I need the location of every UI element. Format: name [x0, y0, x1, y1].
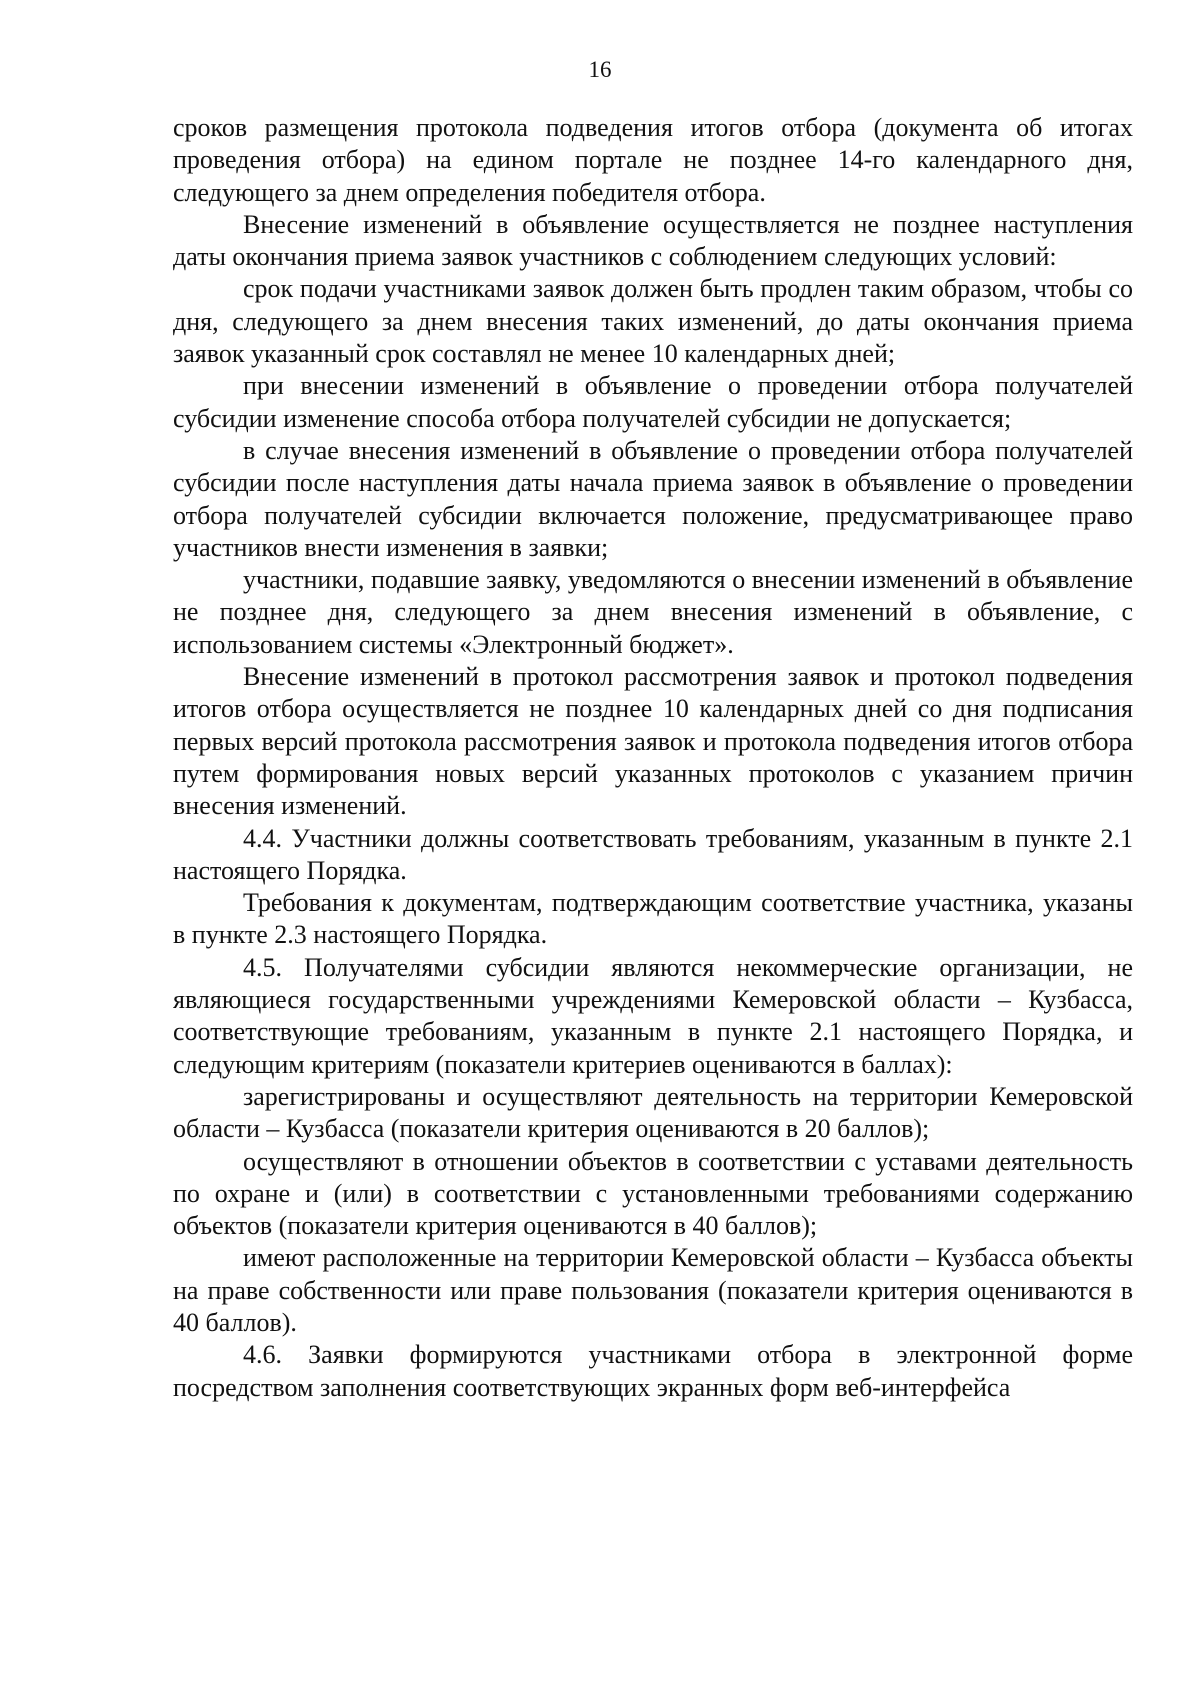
paragraph: участники, подавшие заявку, уведомляются о внесении изменений в объявление не позднее дня, следующего за днем внесения изменений в объявление, с использованием системы «Электронный бюджет». — [173, 565, 1133, 659]
paragraph-4-4: 4.4. Участники должны соответствовать требованиям, указанным в пункте 2.1 настоящего Порядка. — [173, 823, 1133, 885]
paragraph: срок подачи участниками заявок должен быть продлен таким образом, чтобы со дня, следующего за днем внесения таких изменений, до даты окончания приема заявок указанный срок составлял не менее 10 календарных дней; — [173, 274, 1133, 369]
paragraph: Внесение изменений в протокол рассмотрения заявок и протокол подведения итогов отбора осуществляется не позднее 10 календарных дней со дня подписания первых версий протокола рассмотрения заявок и протокола подведения итогов отбора путем формирования новых версий указанных протоколов с указанием причин внесения изменений. — [173, 662, 1133, 821]
page-number: 16 — [588, 57, 612, 82]
paragraph: при внесении изменений в объявление о проведении отбора получателей субсидии изменение способа отбора получателей субсидии не допускается; — [173, 371, 1133, 433]
document-body — [173, 112, 1133, 1404]
paragraph: в случае внесения изменений в объявление о проведении отбора получателей субсидии после наступления даты начала приема заявок в объявление о проведении отбора получателей субсидии включается положение, предусматривающее право участников внести изменения в заявки; — [173, 435, 1133, 562]
paragraph-4-5: 4.5. Получателями субсидии являются некоммерческие организации, не являющиеся государственными учреждениями Кемеровской области – Кузбасса, соответствующие требованиям, указанным в пункте 2.1 настоящего Порядка, и следующим критериям (показатели критериев оцениваются в баллах): — [173, 952, 1133, 1079]
paragraph: имеют расположенные на территории Кемеровской области – Кузбасса объекты на праве собственности или праве пользования (показатели критерия оцениваются в 40 баллов). — [173, 1243, 1133, 1337]
paragraph-4-6: 4.6. Заявки формируются участниками отбора в электронной форме посредством заполнения соответствующих экранных форм веб-интерфейса — [173, 1340, 1133, 1402]
paragraph: Внесение изменений в объявление осуществляется не позднее наступления даты окончания приема заявок участников с соблюдением следующих условий: — [173, 209, 1133, 272]
paragraph: зарегистрированы и осуществляют деятельность на территории Кемеровской области – Кузбасса (показатели критерия оцениваются в 20 баллов); — [173, 1081, 1133, 1144]
paragraph-continuation: сроков размещения протокола подведения итогов отбора (документа об итогах проведения отбора) на едином портале не позднее 14-го календарного дня, следующего за днем определения победителя отбора. — [173, 113, 1133, 207]
paragraph: осуществляют в отношении объектов в соответствии с уставами деятельность по охране и (или) в соответствии с установленными требованиями содержанию объектов (показатели критерия оцениваются в 40 баллов); — [173, 1146, 1133, 1241]
paragraph: Требования к документам, подтверждающим соответствие участника, указаны в пункте 2.3 настоящего Порядка. — [173, 888, 1133, 950]
